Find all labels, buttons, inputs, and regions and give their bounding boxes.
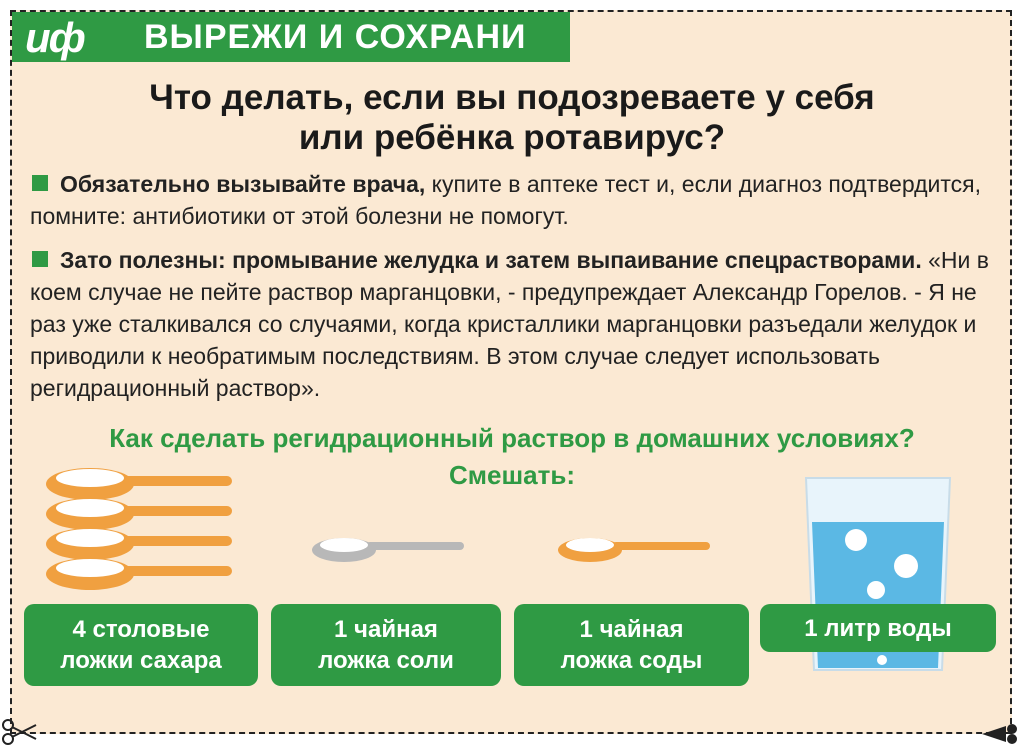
ingredient-line: ложки сахара <box>60 647 222 674</box>
paragraph-bold-lead: Зато полезны: промывание желудка и затем выпаивание спецрастворами. <box>60 247 922 273</box>
aif-logo-icon <box>17 12 127 62</box>
title-line-1: Что делать, если вы подозреваете у себя <box>149 78 875 117</box>
scissors-icon <box>978 722 1022 746</box>
teaspoon-soda-icon <box>554 528 714 572</box>
paragraph-call-doctor <box>30 168 996 232</box>
ingredient-salt <box>271 604 501 686</box>
ingredient-water <box>760 604 996 652</box>
paragraph-useful <box>30 244 996 404</box>
ingredient-line: 1 чайная <box>334 616 438 643</box>
aif-logo <box>12 12 132 62</box>
ingredient-line: 1 литр воды <box>804 614 952 642</box>
bullet-square-icon <box>32 175 48 191</box>
ingredient-line: 4 столовые <box>72 616 210 643</box>
ingredient-line: 1 чайная <box>579 616 684 643</box>
four-tablespoons-sugar-icon <box>40 462 240 602</box>
paragraph-text: купите в аптеке тест и, если диагноз подтвердится, помните: антибиотики от этой болезни не помогут. <box>30 171 981 229</box>
ingredient-line: ложка соды <box>560 647 703 674</box>
page-title <box>40 78 984 158</box>
scissors-icon <box>0 715 40 747</box>
header-band <box>12 12 570 62</box>
teaspoon-salt-icon <box>308 528 468 572</box>
howto-heading: Как сделать регидрационный раствор в домашних условиях? <box>109 423 915 453</box>
header-title: ВЫРЕЖИ И СОХРАНИ <box>144 17 527 56</box>
ingredient-soda <box>514 604 749 686</box>
ingredient-sugar <box>24 604 258 686</box>
paragraph-bold-lead: Обязательно вызывайте врача, <box>60 171 426 197</box>
mix-label: Смешать: <box>449 460 575 490</box>
ingredient-line: ложка соли <box>318 647 454 674</box>
title-line-2: или ребёнка ротавирус? <box>298 118 726 157</box>
paragraph-text: «Ни в коем случае не пейте раствор марганцовки, - предупреждает Александр Горелов. - Я не раз уже сталкивался со случаями, когда кристаллики марганцовки разъедали желудок и приводили к необратимым последствиям. В этом случае следует использовать регидрационный раствор». <box>30 247 989 401</box>
bullet-square-icon <box>32 251 48 267</box>
svg-text:иф: иф <box>25 14 84 61</box>
